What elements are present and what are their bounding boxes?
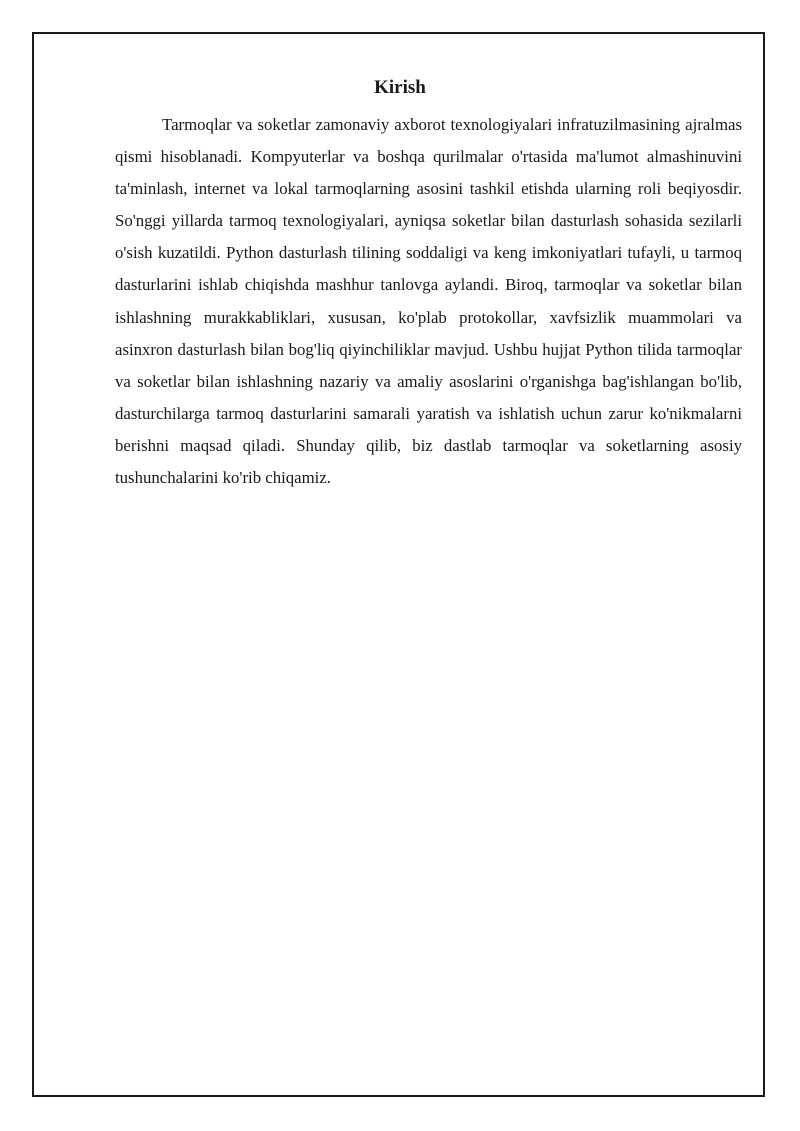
page-title: Kirish <box>374 77 426 98</box>
introduction-paragraph: Tarmoqlar va soketlar zamonaviy axborot texnologiyalari infratuzilmasining ajralmas qismi hisoblanadi. Kompyuterlar va boshqa qurilmalar o'rtasida ma'lumot almashinuvini ta'minlash, internet va lokal tarmoqlarning asosini tashkil etishda ularning roli beqiyosdir. So'nggi yillarda tarmoq texnologiyalari, ayniqsa soketlar bilan dasturlash sohasida sezilarli o'sish kuzatildi. Python dasturlash tilining soddaligi va keng imkoniyatlari tufayli, u tarmoq dasturlarini ishlab chiqishda mashhur tanlovga aylandi. Biroq, tarmoqlar va soketlar bilan ishlashning murakkabliklari, xususan, ko'plab protokollar, xavfsizlik muammolari va asinxron dasturlash bilan bog'liq qiyinchiliklar mavjud. Ushbu hujjat Python tilida tarmoqlar va soketlar bilan ishlashning nazariy va amaliy asoslarini o'rganishga bag'ishlangan bo'lib, dasturchilarga tarmoq dasturlarini samarali yaratish va ishlatish uchun zarur ko'nikmalarni berishni maqsad qiladi. Shunday qilib, biz dastlab tarmoqlar va soketlarning asosiy tushunchalarini ko'rib chiqamiz. <box>115 115 742 488</box>
